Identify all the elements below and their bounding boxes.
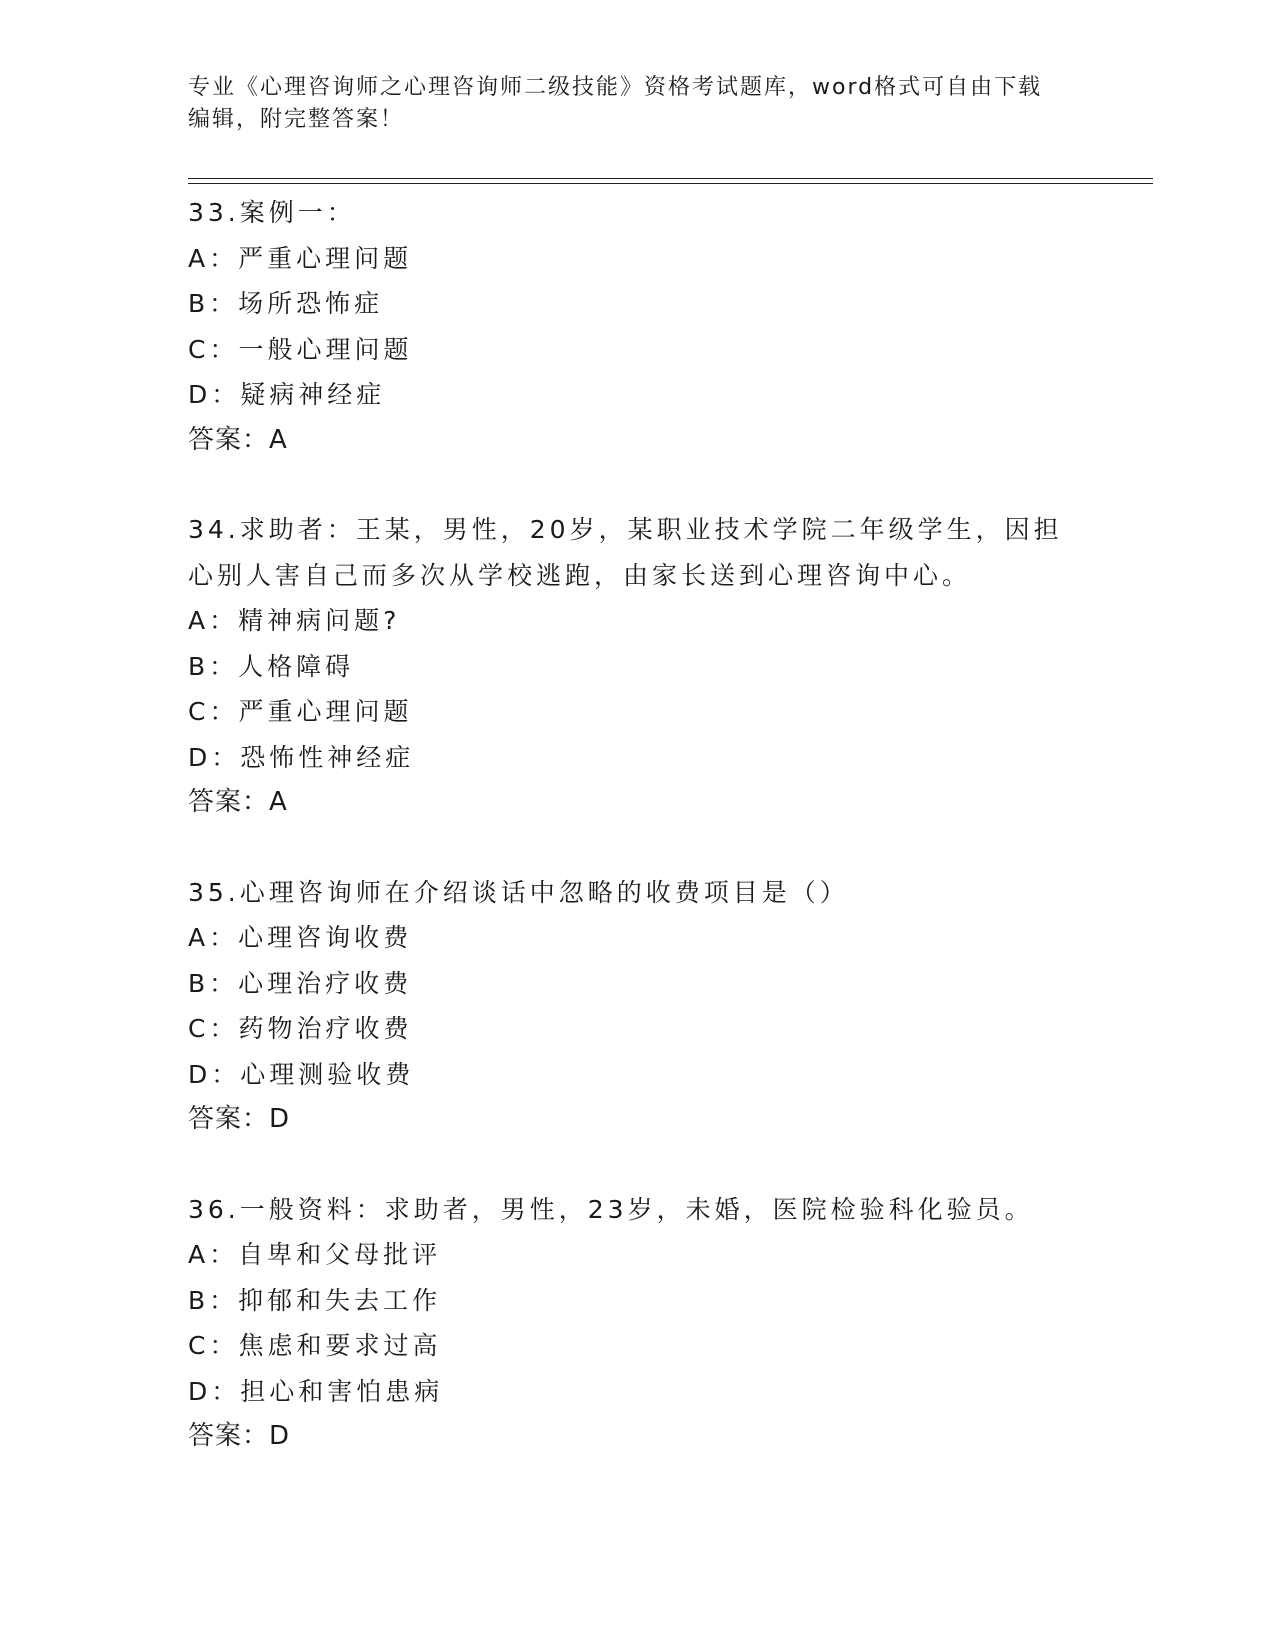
- header-line-2: 编辑，附完整答案！: [188, 107, 405, 132]
- answer: 答案：D: [188, 1421, 291, 1451]
- option-a: A：自卑和父母批评: [188, 1240, 442, 1269]
- option-c: C：药物治疗收费: [188, 1014, 413, 1043]
- option-d: D：恐怖性神经症: [188, 742, 415, 772]
- option-b: B：场所恐怖症: [188, 289, 384, 318]
- option-c: C：严重心理问题: [188, 697, 413, 726]
- answer: 答案：D: [188, 1104, 291, 1134]
- question-list: [188, 190, 1088, 1504]
- header-divider-top: [188, 178, 1153, 179]
- document-header: [188, 72, 1088, 136]
- option-a: A：心理咨询收费: [188, 923, 413, 952]
- question-33: [188, 190, 1088, 463]
- option-c: C：一般心理问题: [188, 334, 413, 364]
- question-35: [188, 870, 1088, 1143]
- answer: 答案：A: [188, 424, 288, 455]
- question-36: [188, 1187, 1088, 1460]
- option-a: A：精神病问题?: [188, 606, 401, 635]
- option-d: D：担心和害怕患病: [188, 1376, 444, 1406]
- header-divider-bottom: [188, 183, 1153, 184]
- question-stem: 36.一般资料：求助者，男性，23岁，未婚，医院检验科化验员。: [188, 1194, 1034, 1224]
- option-b: B：心理治疗收费: [188, 968, 413, 998]
- header-line-1: 专业《心理咨询师之心理咨询师二级技能》资格考试题库，word格式可自由下载: [188, 75, 1043, 100]
- answer: 答案：A: [188, 787, 288, 817]
- option-c: C：焦虑和要求过高: [188, 1331, 442, 1360]
- question-stem: 33.案例一：: [188, 198, 356, 227]
- option-a: A：严重心理问题: [188, 243, 413, 273]
- question-34: [188, 507, 1088, 826]
- option-b: B：人格障碍: [188, 651, 355, 681]
- question-stem: 34.求助者：王某，男性，20岁，某职业技术学院二年级学生，因担心别人害自己而多次从学校逃跑，由家长送到心理咨询中心。: [188, 515, 1063, 590]
- option-d: D：疑病神经症: [188, 380, 386, 409]
- option-b: B：抑郁和失去工作: [188, 1285, 442, 1315]
- option-d: D：心理测验收费: [188, 1059, 415, 1089]
- question-stem: 35.心理咨询师在介绍谈话中忽略的收费项目是（）: [188, 877, 849, 907]
